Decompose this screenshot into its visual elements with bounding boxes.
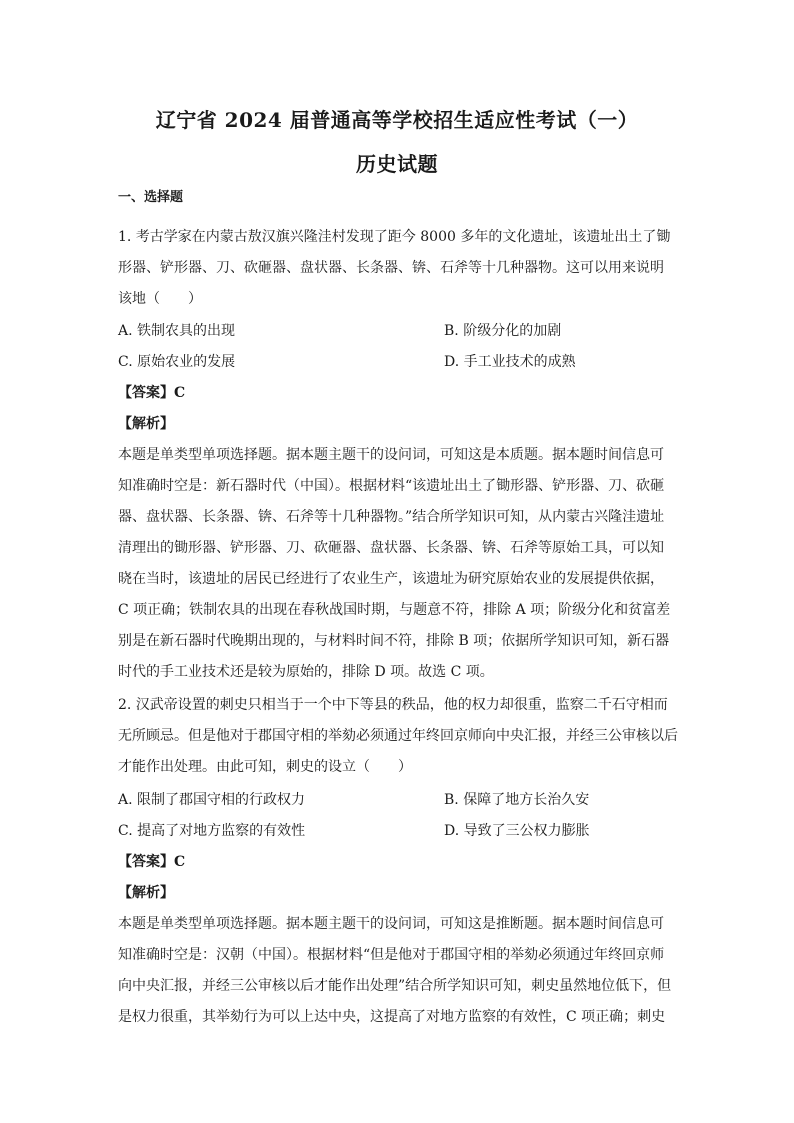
q1-option-a: A. 铁制农具的出现 bbox=[118, 323, 236, 339]
q1-option-d: D. 手工业技术的成熟 bbox=[444, 354, 576, 370]
q1-analysis-line: 本题是单类型单项选择题。据本题主题干的设问词，可知这是本质题。据本题时间信息可 bbox=[118, 447, 664, 463]
q1-stem-line: 形器、铲形器、刀、砍砸器、盘状器、长条器、锛、石斧等十几种器物。这可以用来说明 bbox=[118, 260, 664, 276]
q1-stem-line: 1. 考古学家在内蒙古敖汉旗兴隆洼村发现了距今 8000 多年的文化遗址，该遗址出土了锄 bbox=[118, 229, 671, 245]
q1-analysis-line: 晓在当时，该遗址的居民已经进行了农业生产，该遗址为研究原始农业的发展提供依据， bbox=[118, 571, 664, 587]
q1-analysis-line: C 项正确；铁制农具的出现在春秋战国时期，与题意不符，排除 A 项；阶级分化和贫富差 bbox=[118, 602, 671, 618]
q2-option-d: D. 导致了三公权力膨胀 bbox=[444, 823, 590, 839]
exam-title: 辽宁省 2024 届普通高等学校招生适应性考试（一） bbox=[155, 108, 639, 132]
q1-analysis-label: 【解析】 bbox=[118, 416, 174, 432]
exam-subtitle: 历史试题 bbox=[356, 152, 438, 176]
q1-analysis-line: 别是在新石器时代晚期出现的，与材料时间不符，排除 B 项；依据所学知识可知，新石器 bbox=[118, 633, 670, 649]
q2-analysis-line: 知准确时空是：汉朝（中国）。根据材料“但是他对于郡国守相的举劾必须通过年终回京师 bbox=[118, 947, 665, 963]
q2-analysis-line: 本题是单类型单项选择题。据本题主题干的设问词，可知这是推断题。据本题时间信息可 bbox=[118, 916, 664, 932]
q1-option-b: B. 阶级分化的加剧 bbox=[444, 323, 562, 339]
q1-option-c: C. 原始农业的发展 bbox=[118, 354, 236, 370]
q1-stem-line: 该地（ ） bbox=[118, 291, 202, 307]
q2-option-b: B. 保障了地方长治久安 bbox=[444, 792, 590, 808]
q1-analysis-line: 清理出的锄形器、铲形器、刀、砍砸器、盘状器、长条器、锛、石斧等原始工具，可以知 bbox=[118, 540, 664, 556]
q1-analysis-line: 器、盘状器、长条器、锛、石斧等十几种器物。”结合所学知识可知，从内蒙古兴隆洼遗址 bbox=[118, 509, 665, 525]
q1-answer: 【答案】C bbox=[118, 385, 186, 401]
q2-option-c: C. 提高了对地方监察的有效性 bbox=[118, 823, 306, 839]
q2-stem-line: 才能作出处理。由此可知，刺史的设立（ ） bbox=[118, 759, 412, 775]
q2-option-a: A. 限制了郡国守相的行政权力 bbox=[118, 792, 306, 808]
q2-answer: 【答案】C bbox=[118, 854, 186, 870]
q1-analysis-line: 知准确时空是：新石器时代（中国）。根据材料“该遗址出土了锄形器、铲形器、刀、砍砸 bbox=[118, 478, 665, 494]
section-heading: 一、选择题 bbox=[118, 190, 184, 205]
q2-analysis-line: 向中央汇报，并经三公审核以后才能作出处理”结合所学知识可知，刺史虽然地位低下，但 bbox=[118, 978, 672, 994]
q2-stem-line: 无所顾忌。但是他对于郡国守相的举劾必须通过年终回京师向中央汇报，并经三公审核以后 bbox=[118, 728, 678, 744]
q1-analysis-line: 时代的手工业技术还是较为原始的，排除 D 项。故选 C 项。 bbox=[118, 664, 494, 680]
q2-analysis-line: 是权力很重，其举劾行为可以上达中央，这提高了对地方监察的有效性，C 项正确；刺史 bbox=[118, 1009, 666, 1025]
q2-stem-line: 2. 汉武帝设置的刺史只相当于一个中下等县的秩品，他的权力却很重，监察二千石守相而 bbox=[118, 697, 668, 713]
q2-analysis-label: 【解析】 bbox=[118, 885, 174, 901]
